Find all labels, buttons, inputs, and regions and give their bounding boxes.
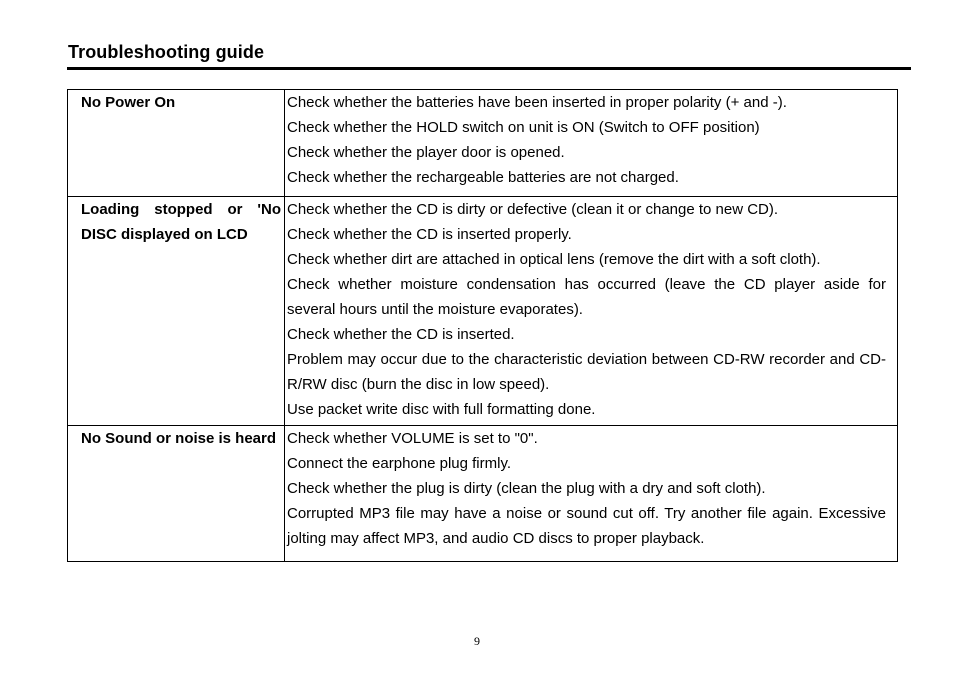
title-rule: [67, 67, 911, 70]
solution-item: Check whether the CD is dirty or defective (clean it or change to new CD).: [287, 201, 779, 218]
solution-item: Check whether the rechargeable batteries are not charged.: [287, 169, 679, 186]
page-number: 9: [474, 634, 480, 648]
solution-item: Corrupted MP3 file may have a noise or sound cut off. Try another file again. Excessive jolting may affect MP3, and audio CD discs to proper playback.: [287, 505, 886, 547]
solution-item: Check whether the player door is opened.: [287, 144, 565, 161]
troubleshooting-table: [67, 89, 898, 562]
solutions-cell: [285, 90, 898, 197]
solution-item: Check whether the CD is inserted properly.: [287, 226, 572, 243]
problem-cell: No Power On: [68, 90, 285, 197]
table-row: [68, 426, 898, 562]
solution-item: Check whether the batteries have been inserted in proper polarity (+ and -).: [287, 94, 787, 111]
table-row: [68, 90, 898, 197]
solution-item: Check whether VOLUME is set to "0".: [287, 430, 538, 447]
solutions-cell: [285, 197, 898, 426]
solution-item: Check whether the plug is dirty (clean the plug with a dry and soft cloth).: [287, 480, 766, 497]
solution-item: Check whether the HOLD switch on unit is ON (Switch to OFF position): [287, 119, 760, 136]
problem-cell: No Sound or noise is heard: [68, 426, 285, 562]
solution-item: Check whether dirt are attached in optical lens (remove the dirt with a soft cloth).: [287, 251, 821, 268]
table-row: [68, 197, 898, 426]
solutions-cell: [285, 426, 898, 562]
solution-item: Problem may occur due to the characteristic deviation between CD-RW recorder and CD-R/RW disc (burn the disc in low speed).: [287, 351, 886, 393]
problem-cell: Loading stopped or 'No DISC displayed on LCD: [68, 197, 285, 426]
solution-item: Use packet write disc with full formatting done.: [287, 401, 596, 418]
page-title: Troubleshooting guide: [68, 42, 265, 62]
solution-item: Check whether the CD is inserted.: [287, 326, 515, 343]
solution-item: Connect the earphone plug firmly.: [287, 455, 512, 472]
solution-item: Check whether moisture condensation has occurred (leave the CD player aside for several hours until the moisture evaporates).: [287, 276, 886, 318]
